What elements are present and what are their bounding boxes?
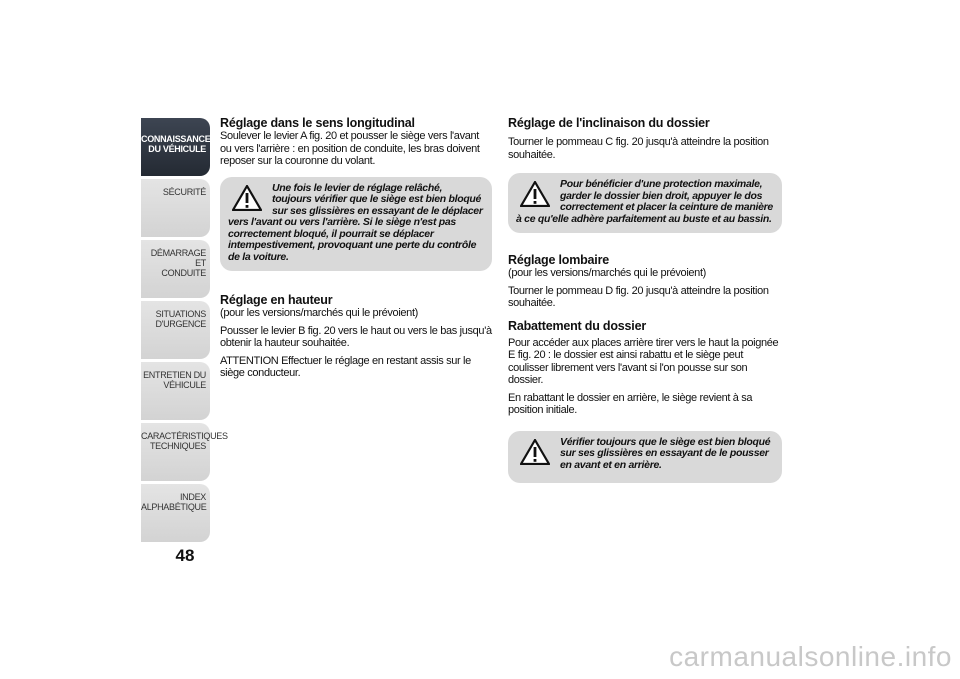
watermark: carmanualsonline.info [669, 641, 952, 672]
warning-box-longitudinal [220, 177, 492, 272]
chapter-sidebar [141, 118, 228, 545]
section-title-rabattement: Rabattement du dossier [508, 318, 646, 333]
warning-text: Pour bénéficier d'une protection maximale, garder le dossier bien droit, appuyer le dos correctement et placer la ceinture de manière à ce qu'elle adhère parfaitement au buste et au bassin. [516, 178, 773, 225]
tab-entretien-du-vehicule[interactable] [141, 362, 210, 420]
section-subtitle-hauteur: (pour les versions/marchés qui le prévoient) [220, 307, 418, 319]
tab-connaissance-du-vehicule[interactable] [141, 118, 210, 176]
tab-label: INDEX ALPHABÉTIQUE [141, 492, 207, 512]
tab-label: SÉCURITÉ [162, 187, 206, 197]
tab-label: CARACTÉRISTIQUES TECHNIQUES [141, 431, 228, 451]
section-title-inclinaison: Réglage de l'inclinaison du dossier [508, 116, 710, 130]
section-subtitle-lombaire: (pour les versions/marchés qui le prévoient) [508, 267, 706, 279]
tab-caracteristiques-techniques[interactable] [141, 423, 228, 481]
warning-box-inclinaison [508, 173, 782, 233]
section-title-lombaire: Réglage lombaire [508, 253, 609, 267]
tab-label: SITUATIONS D'URGENCE [155, 309, 206, 329]
left-column [220, 116, 492, 385]
page-number: 48 [175, 546, 195, 565]
warning-text: Vérifier toujours que le siège est bien bloqué sur ses glissières en essayant de le pousser en avant et en arrière. [560, 435, 771, 471]
warning-triangle-icon [520, 439, 550, 465]
warning-triangle-icon [232, 185, 262, 211]
tab-label: ENTRETIEN DU VÉHICULE [143, 370, 206, 390]
section-text-lombaire: Tourner le pommeau D fig. 20 jusqu'à atteindre la position souhaitée. [508, 284, 769, 309]
section-title-longitudinal: Réglage dans le sens longitudinal [220, 116, 415, 130]
tab-situations-d-urgence[interactable] [141, 301, 210, 359]
warning-box-rabattement [508, 431, 782, 484]
tab-securite[interactable] [141, 179, 210, 237]
tab-demarrage-et-conduite[interactable] [141, 240, 210, 298]
tab-label: CONNAISSANCE DU VÉHICULE [141, 134, 211, 154]
section-text-inclinaison: Tourner le pommeau C fig. 20 jusqu'à atteindre la position souhaitée. [508, 136, 769, 161]
tab-index-alphabetique[interactable] [141, 484, 210, 542]
attention-text: ATTENTION Effectuer le réglage en restant assis sur le siège conducteur. [220, 354, 471, 379]
section-text-longitudinal: Soulever le levier A fig. 20 et pousser le siège vers l'avant ou vers l'arrière : en position de conduite, les bras doivent reposer sur la couronne du volant. [220, 130, 480, 167]
section-text-hauteur: Pousser le levier B fig. 20 vers le haut ou vers le bas jusqu'à obtenir la hauteur souhaitée. [220, 324, 492, 349]
warning-triangle-icon [520, 181, 550, 207]
tab-label: DÉMARRAGE ET CONDUITE [150, 248, 206, 278]
section-title-hauteur: Réglage en hauteur [220, 293, 333, 307]
right-column [508, 116, 782, 493]
section-text-rabattement-2: En rabattant le dossier en arrière, le siège revient à sa position initiale. [508, 391, 753, 416]
warning-text: Une fois le levier de réglage relâché, toujours vérifier que le siège est bien bloqué sur ses glissières en essayant de le déplacer vers l'avant ou vers l'arrière. Si le siège n'est pas correctement bloqué, il pourrait se déplacer intempestivement, provoquant une perte du contrôle de la voiture. [228, 181, 483, 263]
section-text-rabattement-1: Pour accéder aux places arrière tirer vers le haut la poignée E fig. 20 : le dossier est ainsi rabattu et le siège peut coulisser librement vers l'avant si l'on pousse sur son dossier. [508, 336, 779, 386]
